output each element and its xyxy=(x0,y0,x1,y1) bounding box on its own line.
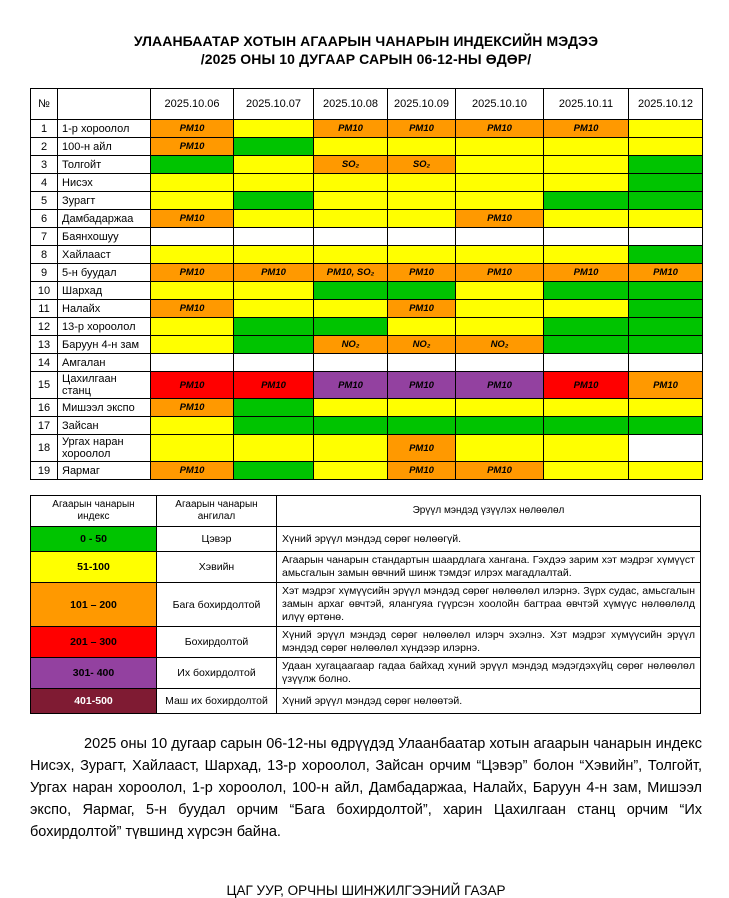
row-number: 10 xyxy=(31,282,58,300)
aqi-cell xyxy=(314,354,388,372)
row-number: 11 xyxy=(31,300,58,318)
aqi-cell xyxy=(234,417,314,435)
aqi-cell xyxy=(151,228,234,246)
aqi-cell xyxy=(629,120,703,138)
aqi-cell: PM10 xyxy=(544,264,629,282)
date-column-header: 2025.10.11 xyxy=(544,89,629,120)
aqi-cell: PM10 xyxy=(388,435,456,462)
row-number: 12 xyxy=(31,318,58,336)
station-name: Зурагт xyxy=(58,192,151,210)
aqi-cell: PM10 xyxy=(151,138,234,156)
row-number: 13 xyxy=(31,336,58,354)
aqi-cell xyxy=(314,462,388,480)
station-name: Ургах наран хороолол xyxy=(58,435,151,462)
legend-health-effect: Удаан хугацаагаар гадаа байхад хүний эрүүл мэндэд мэдэгдэхүйц сөрөг нөлөөлөл үзүүлж болно. xyxy=(277,658,701,689)
table-row xyxy=(31,192,703,210)
aqi-cell xyxy=(314,318,388,336)
aqi-cell xyxy=(314,228,388,246)
aqi-cell xyxy=(151,282,234,300)
aqi-cell xyxy=(456,318,544,336)
aqi-cell xyxy=(234,336,314,354)
legend-row xyxy=(31,627,701,658)
aqi-cell: PM10 xyxy=(234,264,314,282)
aqi-cell xyxy=(629,174,703,192)
aqi-cell xyxy=(388,399,456,417)
aqi-cell xyxy=(388,318,456,336)
aqi-cell xyxy=(234,192,314,210)
legend-category: Хэвийн xyxy=(157,552,277,583)
table-row xyxy=(31,318,703,336)
station-name: 100-н айл xyxy=(58,138,151,156)
legend-header-row xyxy=(31,496,701,527)
legend-table xyxy=(30,495,701,714)
aqi-cell xyxy=(314,282,388,300)
row-number: 6 xyxy=(31,210,58,228)
aqi-cell xyxy=(456,192,544,210)
aqi-cell xyxy=(544,318,629,336)
table-row xyxy=(31,264,703,282)
aqi-cell: SO₂ xyxy=(388,156,456,174)
aqi-cell: PM10 xyxy=(388,120,456,138)
legend-category: Их бохирдолтой xyxy=(157,658,277,689)
table-row xyxy=(31,417,703,435)
aqi-cell xyxy=(629,210,703,228)
aqi-cell xyxy=(234,462,314,480)
summary-paragraph: 2025 оны 10 дугаар сарын 06-12-ны өдрүүдэд Улаанбаатар хотын агаарын чанарын индекс Нисэх, Зурагт, Хайлааст, Шархад, 13-р хороолол, Зайсан орчим “Цэвэр” болон “Хэвийн”, Толгойт, Ургах наран хороолол, 1-р хороолол, 100-н айл, Дамбадаржаа, Налайх, Баруун 4-н зам, Мишээл экспо, Яармаг, 5-н буудал орчим “Бага бохирдолтой”, харин Цахилгаан станц орчим “Их бохирдолтой” түвшинд хүрсэн байна. xyxy=(30,736,702,840)
legend-category: Бага бохирдолтой xyxy=(157,583,277,627)
legend-header-category: Агаарын чанарын ангилал xyxy=(157,496,277,527)
aqi-cell: PM10, SO₂ xyxy=(314,264,388,282)
station-name: Баянхошуу xyxy=(58,228,151,246)
row-number: 14 xyxy=(31,354,58,372)
aqi-cell: PM10 xyxy=(314,372,388,399)
aqi-cell xyxy=(456,156,544,174)
aqi-cell: PM10 xyxy=(151,210,234,228)
aqi-cell: PM10 xyxy=(388,300,456,318)
station-name: 13-р хороолол xyxy=(58,318,151,336)
legend-health-effect: Хэт мэдрэг хүмүүсийн эрүүл мэндэд сөрөг нөлөөлөл илэрнэ. Зүрх судас, амьсгалын замын архаг өвчтэй, ялангуяа гүүрсэн хоолойн багтраа өвчтэй хүмүүс нөлөөлөлд илүү өртөнө. xyxy=(277,583,701,627)
aqi-cell: PM10 xyxy=(388,372,456,399)
aqi-cell xyxy=(544,300,629,318)
aqi-cell xyxy=(388,354,456,372)
aqi-cell xyxy=(629,435,703,462)
aqi-cell xyxy=(544,174,629,192)
aqi-cell xyxy=(388,246,456,264)
aqi-cell xyxy=(456,399,544,417)
aqi-cell: PM10 xyxy=(151,264,234,282)
aqi-cell xyxy=(544,336,629,354)
aqi-cell: PM10 xyxy=(456,210,544,228)
aqi-cell: PM10 xyxy=(456,264,544,282)
aqi-table-header xyxy=(31,89,703,120)
row-number: 15 xyxy=(31,372,58,399)
station-name: Цахилгаан станц xyxy=(58,372,151,399)
aqi-cell xyxy=(388,138,456,156)
aqi-cell xyxy=(629,462,703,480)
station-name: Хайлааст xyxy=(58,246,151,264)
aqi-cell xyxy=(151,192,234,210)
aqi-cell xyxy=(629,300,703,318)
table-row xyxy=(31,354,703,372)
aqi-cell xyxy=(629,282,703,300)
aqi-header-row xyxy=(31,89,703,120)
station-name: Яармаг xyxy=(58,462,151,480)
aqi-cell xyxy=(629,156,703,174)
aqi-cell xyxy=(151,336,234,354)
table-row xyxy=(31,462,703,480)
aqi-cell xyxy=(456,354,544,372)
legend-row xyxy=(31,583,701,627)
aqi-cell: PM10 xyxy=(388,264,456,282)
aqi-cell xyxy=(151,174,234,192)
date-column-header: 2025.10.10 xyxy=(456,89,544,120)
row-number: 5 xyxy=(31,192,58,210)
aqi-cell xyxy=(234,228,314,246)
aqi-cell: NO₂ xyxy=(388,336,456,354)
aqi-cell xyxy=(456,417,544,435)
table-row xyxy=(31,336,703,354)
row-number: 18 xyxy=(31,435,58,462)
aqi-cell: PM10 xyxy=(388,462,456,480)
table-row xyxy=(31,156,703,174)
table-row xyxy=(31,120,703,138)
aqi-cell xyxy=(314,138,388,156)
aqi-cell xyxy=(456,282,544,300)
aqi-cell: PM10 xyxy=(151,399,234,417)
date-column-header: 2025.10.09 xyxy=(388,89,456,120)
aqi-cell xyxy=(388,282,456,300)
legend-row xyxy=(31,689,701,714)
aqi-cell xyxy=(151,246,234,264)
aqi-cell xyxy=(456,138,544,156)
aqi-cell xyxy=(629,228,703,246)
aqi-cell: PM10 xyxy=(151,300,234,318)
aqi-cell xyxy=(314,246,388,264)
aqi-cell xyxy=(234,435,314,462)
legend-range: 201 – 300 xyxy=(31,627,157,658)
aqi-cell xyxy=(388,174,456,192)
aqi-cell xyxy=(544,354,629,372)
report-title-line2: /2025 ОНЫ 10 ДУГААР САРЫН 06-12-НЫ ӨДӨР/ xyxy=(200,51,532,67)
aqi-cell xyxy=(388,192,456,210)
legend-range: 101 – 200 xyxy=(31,583,157,627)
aqi-cell xyxy=(314,435,388,462)
station-name: Нисэх xyxy=(58,174,151,192)
table-row xyxy=(31,399,703,417)
legend-row xyxy=(31,658,701,689)
legend-range: 301- 400 xyxy=(31,658,157,689)
aqi-cell xyxy=(629,192,703,210)
station-name: Налайх xyxy=(58,300,151,318)
aqi-cell: PM10 xyxy=(456,120,544,138)
legend-health-effect: Хүний эрүүл мэндэд сөрөг нөлөөтэй. xyxy=(277,689,701,714)
table-row xyxy=(31,282,703,300)
aqi-cell xyxy=(544,282,629,300)
aqi-cell xyxy=(544,192,629,210)
aqi-cell xyxy=(314,300,388,318)
station-name: Баруун 4-н зам xyxy=(58,336,151,354)
aqi-cell xyxy=(629,246,703,264)
table-row xyxy=(31,228,703,246)
aqi-cell: PM10 xyxy=(151,462,234,480)
aqi-cell: PM10 xyxy=(544,120,629,138)
aqi-cell xyxy=(234,282,314,300)
aqi-cell xyxy=(544,246,629,264)
aqi-cell xyxy=(544,210,629,228)
aqi-cell xyxy=(544,462,629,480)
aqi-cell xyxy=(234,318,314,336)
aqi-cell xyxy=(151,435,234,462)
aqi-cell xyxy=(234,156,314,174)
aqi-cell xyxy=(151,354,234,372)
table-row xyxy=(31,138,703,156)
aqi-table-body xyxy=(31,120,703,480)
aqi-cell xyxy=(544,228,629,246)
station-name: Мишээл экспо xyxy=(58,399,151,417)
legend-health-effect: Хүний эрүүл мэндэд сөрөг нөлөөгүй. xyxy=(277,527,701,552)
station-name: Дамбадаржаа xyxy=(58,210,151,228)
aqi-cell xyxy=(234,138,314,156)
aqi-cell xyxy=(234,300,314,318)
legend-header-effect: Эрүүл мэндэд үзүүлэх нөлөөлөл xyxy=(277,496,701,527)
aqi-cell xyxy=(314,192,388,210)
legend-row xyxy=(31,552,701,583)
date-column-header: 2025.10.06 xyxy=(151,89,234,120)
aqi-cell xyxy=(629,399,703,417)
legend-range: 51-100 xyxy=(31,552,157,583)
legend-row xyxy=(31,527,701,552)
aqi-cell xyxy=(234,399,314,417)
aqi-cell xyxy=(314,417,388,435)
aqi-cell xyxy=(544,399,629,417)
aqi-cell xyxy=(544,417,629,435)
station-name: Толгойт xyxy=(58,156,151,174)
footer-organization: ЦАГ УУР, ОРЧНЫ ШИНЖИЛГЭЭНИЙ ГАЗАР xyxy=(226,883,506,898)
station-name: 5-н буудал xyxy=(58,264,151,282)
legend-health-effect: Хүний эрүүл мэндэд сөрөг нөлөөлөл илэрч эхэлнэ. Хэт мэдрэг хүмүүсийн эрүүл мэндэд сөрөг нөлөөлөл хүндээр илэрнэ. xyxy=(277,627,701,658)
row-number: 16 xyxy=(31,399,58,417)
aqi-cell: PM10 xyxy=(456,462,544,480)
aqi-cell: NO₂ xyxy=(456,336,544,354)
aqi-cell xyxy=(151,417,234,435)
legend-health-effect: Агаарын чанарын стандартын шаардлага хангана. Гэхдээ зарим хэт мэдрэг хүмүүст амьсгалын замын өвчний шинж тэмдэг илрэх магадлалтай. xyxy=(277,552,701,583)
legend-category: Цэвэр xyxy=(157,527,277,552)
aqi-table xyxy=(30,88,703,480)
station-column-header xyxy=(58,89,151,120)
table-row xyxy=(31,246,703,264)
row-number: 7 xyxy=(31,228,58,246)
report-title-line1: УЛААНБААТАР ХОТЫН АГААРЫН ЧАНАРЫН ИНДЕКСИЙН МЭДЭЭ xyxy=(133,33,599,49)
row-number: 4 xyxy=(31,174,58,192)
aqi-cell xyxy=(456,246,544,264)
aqi-cell xyxy=(388,228,456,246)
table-row xyxy=(31,210,703,228)
station-name: Амгалан xyxy=(58,354,151,372)
table-row xyxy=(31,435,703,462)
aqi-cell xyxy=(544,138,629,156)
aqi-cell xyxy=(234,210,314,228)
legend-range: 0 - 50 xyxy=(31,527,157,552)
aqi-cell xyxy=(629,354,703,372)
table-row xyxy=(31,372,703,399)
legend-header-index: Агаарын чанарын индекс xyxy=(31,496,157,527)
station-name: 1-р хороолол xyxy=(58,120,151,138)
date-column-header: 2025.10.07 xyxy=(234,89,314,120)
number-column-header: № xyxy=(31,89,58,120)
legend-category: Маш их бохирдолтой xyxy=(157,689,277,714)
aqi-cell xyxy=(151,318,234,336)
aqi-cell xyxy=(314,399,388,417)
row-number: 1 xyxy=(31,120,58,138)
aqi-cell xyxy=(314,210,388,228)
row-number: 19 xyxy=(31,462,58,480)
aqi-cell xyxy=(456,300,544,318)
aqi-cell xyxy=(234,120,314,138)
aqi-cell: SO₂ xyxy=(314,156,388,174)
aqi-cell xyxy=(388,210,456,228)
row-number: 17 xyxy=(31,417,58,435)
aqi-cell xyxy=(234,246,314,264)
station-name: Шархад xyxy=(58,282,151,300)
aqi-cell: PM10 xyxy=(234,372,314,399)
aqi-cell: PM10 xyxy=(314,120,388,138)
aqi-cell: PM10 xyxy=(456,372,544,399)
aqi-cell xyxy=(456,174,544,192)
aqi-cell xyxy=(151,156,234,174)
aqi-cell xyxy=(629,318,703,336)
row-number: 9 xyxy=(31,264,58,282)
row-number: 3 xyxy=(31,156,58,174)
aqi-cell xyxy=(544,435,629,462)
date-column-header: 2025.10.12 xyxy=(629,89,703,120)
aqi-cell xyxy=(456,435,544,462)
aqi-cell xyxy=(456,228,544,246)
row-number: 2 xyxy=(31,138,58,156)
aqi-cell xyxy=(629,336,703,354)
aqi-cell xyxy=(234,174,314,192)
aqi-cell xyxy=(314,174,388,192)
date-column-header: 2025.10.08 xyxy=(314,89,388,120)
aqi-cell xyxy=(629,138,703,156)
legend-category: Бохирдолтой xyxy=(157,627,277,658)
aqi-cell: PM10 xyxy=(629,264,703,282)
table-row xyxy=(31,300,703,318)
aqi-cell: PM10 xyxy=(544,372,629,399)
aqi-cell: PM10 xyxy=(151,120,234,138)
legend-table-body xyxy=(31,527,701,714)
row-number: 8 xyxy=(31,246,58,264)
table-row xyxy=(31,174,703,192)
aqi-cell: NO₂ xyxy=(314,336,388,354)
aqi-cell xyxy=(388,417,456,435)
aqi-cell xyxy=(629,417,703,435)
station-name: Зайсан xyxy=(58,417,151,435)
legend-range: 401-500 xyxy=(31,689,157,714)
report-title xyxy=(30,32,702,68)
aqi-cell xyxy=(234,354,314,372)
aqi-cell: PM10 xyxy=(629,372,703,399)
aqi-cell xyxy=(544,156,629,174)
aqi-cell: PM10 xyxy=(151,372,234,399)
